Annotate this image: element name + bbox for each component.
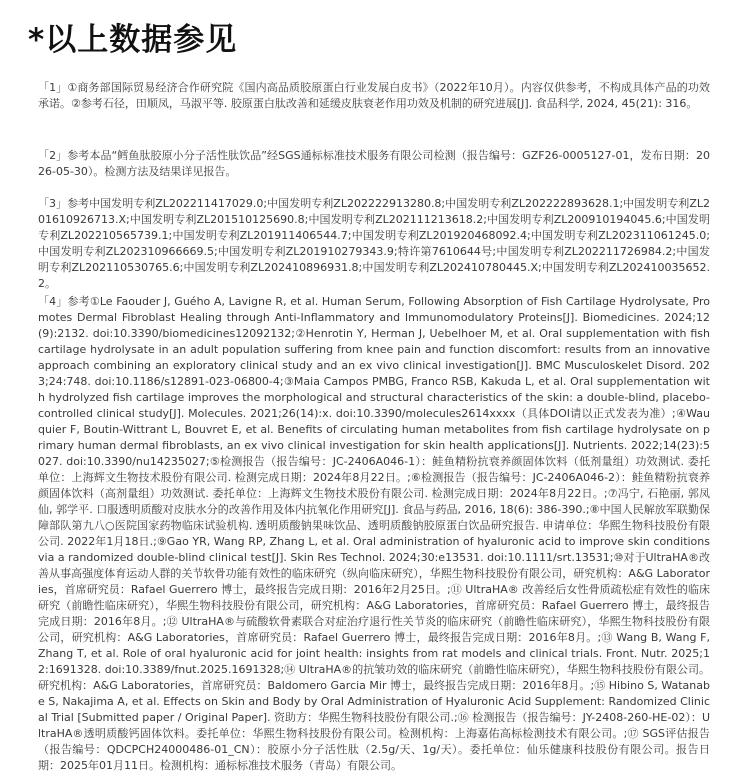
reference-4: 「4」参考①Le Faouder J, Guého A, Lavigne R, et al. Human Serum, Following Absorption of Fish Cartilage Hydrolysate, Promotes Dermal Fibroblast Healing through Anti-Inflammatory and Immunomodulatory Proteins[J]. Biomedicines. 2024;12(9):2132. doi:10.3390/biomedicines12092132;②Henrotin Y, Herman J, Uebelhoer M, et al. Oral supplementation with fish cartilage hydrolysate in an adult population suffering from knee pain and function discomfort: results from an innovative approach combining an exploratory clinical study and an ex vivo clinical investigation[J]. BMC Musculoskelet Disord. 2023;24:748. doi:10.1186/s12891-023-06800-4;③Maia Campos PMBG, Franco RSB, Kakuda L, et al. Oral supplementation with hydrolyzed fish cartilage improves the morphological and structural characteristics of the skin: a double-blind, placebo-controlled clinical study[J]. Molecules. 2021;26(14):x. doi:10.3390/molecules2614xxxx（具体DOI请以正式发表为准）;④Wauquier F, Boutin-Wittrant L, Bouvret E, et al. Benefits of circulating human metabolites from fish cartilage hydrolysate on primary human dermal fibroblasts, an ex vivo clinical investigation for skin health applications[J]. Nutrients. 2022;14(23):5027. doi:10.3390/nu14235027;⑤检测报告（报告编号：JC-2406A046-1）：鲑鱼精粉抗衰养颜固体饮料（低剂量组）功效测试. 委托单位：上海辉文生物技术股份有限公司. 检测完成日期：2024年8月22日。;⑥检测报告（报告编号：JC-2406A046-2）：鲑鱼精粉抗衰养颜固体饮料（高剂量组）功效测试. 委托单位：上海辉文生物技术股份有限公司. 检测完成日期：2024年8月22日。;⑦冯宁, 石艳丽, 郭凤仙, 郭学平. 口服透明质酸对皮肤水分的改善作用及体内抗氧化作用研究[J]. 食品与药品, 2016, 18(6): 386-390.;⑧中国人民解放军联勤保障部队第九八○医院国家药物临床试验机构. 透明质酸钠果味饮品、透明质酸钠胶原蛋白饮品研究报告. 申请单位：华熙生物科技股份有限公司. 2022年1月18日.;⑨Gao YR, Wang RP, Zhang L, et al. Oral administration of hyaluronic acid to improve skin conditions via a randomized double-blind clinical test[J]. Skin Res Technol. 2024;30:e13531. doi:10.1111/srt.13531;⑩对于UltraHA®改善从事高强度体育运动人群的关节软骨功能有效性的临床研究（纵向临床研究），华熙生物科技股份有限公司，研究机构：A&G Laboratories，首席研究员：Rafael Guerrero 博士，最终报告完成日期：2016年2月25日。;⑪ UltraHA® 改善经后女性骨质疏松症有效性的临床研究（前瞻性临床研究），华熙生物科技股份有限公司，研究机构：A&G Laboratories，首席研究员：Rafael Guerrero 博士，最终报告完成日期：2016年8月。;⑫ UltraHA®与硫酸软骨素联合对症治疗退行性关节炎的临床研究（前瞻性临床研究），华熙生物科技股份有限公司，研究机构：A&G Laboratories，首席研究员：Rafael Guerrero 博士，最终报告完成日期：2016年8月。;⑬ Wang B, Wang F, Zhang T, et al. Role of oral hyaluronic acid for joint health: insights from rat models and clinical trials. Front. Nutr. 2025;12:1691328. doi:10.3389/fnut.2025.1691328;⑭ UltraHA®的抗皱功效的临床研究（前瞻性临床研究），华熙生物科技股份有限公司。研究机构：A&G Laboratories，首席研究员：Baldomero Garcia Mir 博士，最终报告完成日期：2016年8月。;⑮ Hibino S, Watanabe S, Nakajima A, et al. Effects on Skin and Body by Oral Administration of Hyaluronic Acid Supplement: Randomized Clinical Trial [Submitted paper / Original Paper]. 资助方：华熙生物科技股份有限公司.;⑯ 检测报告（报告编号：JY-2408-260-HE-02）：UltraHA®透明质酸钙固体饮料。委托单位：华熙生物科技股份有限公司。检测机构：上海嘉佑高标检测技术有限公司。;⑰ SGS评估报告（报告编号：QDCPCH24000486-01_CN）：胶原小分子活性肽（2.5g/天、1g/天）。委托单位：仙乐健康科技股份有限公司。报告日期：2025年01月11日。检测机构：通标标准技术服务（青岛）有限公司。 — [38, 295, 710, 772]
reference-2: 「2」参考本品“鳕鱼肽胶原小分子活性肽饮品”经SGS通标标准技术服务有限公司检测（报告编号：GZF26-0005127-01，发布日期：2026-05-30）。检测方法及结果详见报告。 — [38, 149, 710, 178]
reference-1: 「1」①商务部国际贸易经济合作研究院《国内高品质胶原蛋白行业发展白皮书》（2022年10月）。内容仅供参考，不构成具体产品的功效承诺。②参考石径，田顺凤，马淑平等. 胶原蛋白肽改善和延缓皮肤衰老作用功效及机制的研究进展[J]. 食品科学, 2024, 45(21): 316。 — [38, 81, 710, 110]
reference-3: 「3」参考中国发明专利ZL202211417029.0;中国发明专利ZL202222913280.8;中国发明专利ZL202222893628.1;中国发明专利ZL201610926713.X;中国发明专利ZL201510125690.8;中国发明专利ZL202111213618.2;中国发明专利ZL200910194045.6;中国发明专利ZL202210565739.1;中国发明专利ZL201911406544.7;中国发明专利ZL201920468092.4;中国发明专利ZL202311061245.0;中国发明专利ZL202310966669.5;中国发明专利ZL201910279343.9;特许第7610644号;中国发明专利ZL202211726984.2;中国发明专利ZL202110530765.6;中国发明专利ZL202410896931.8;中国发明专利ZL202410780445.X;中国发明专利ZL202410035652.2。 — [38, 197, 710, 290]
page-title: *以上数据参见 — [28, 22, 238, 58]
